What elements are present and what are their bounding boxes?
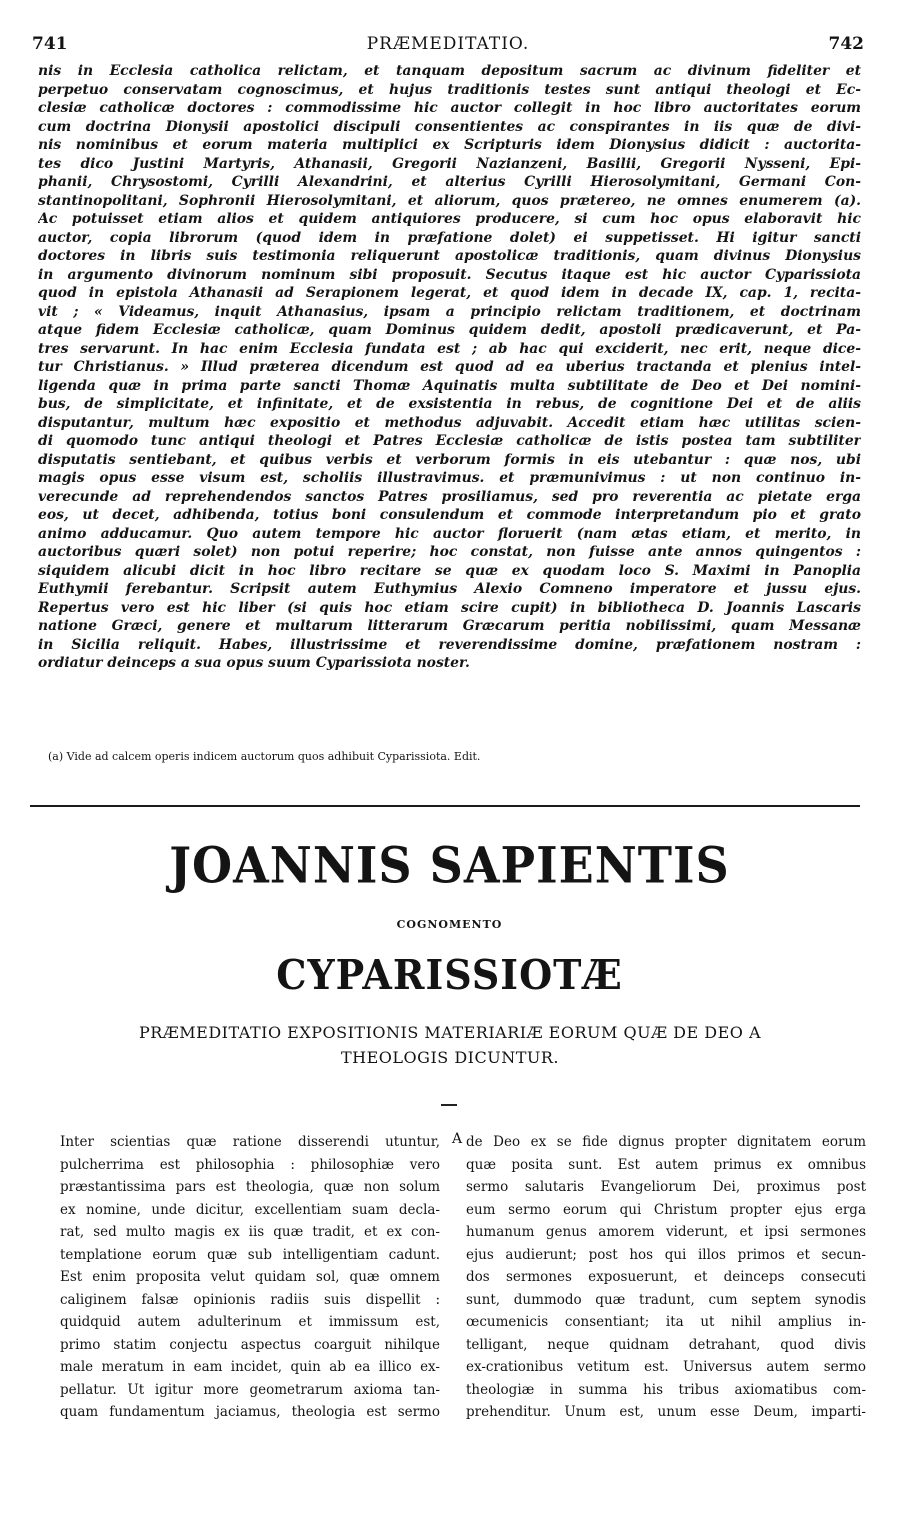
preface-text-block <box>38 62 861 673</box>
preface-line: eos, ut decet, adhibenda, totius boni consulendum et commode interpretandum pio et grato <box>38 507 861 523</box>
right-column-line: humanum genus amorem viderunt, et ipsi sermones <box>466 1224 866 1240</box>
preface-line: Repertus vero est hic liber (si quis hoc etiam scire cupit) in bibliotheca D. Joannis Lascaris <box>38 599 861 616</box>
right-column-line: prehenditur. Unum est, unum esse Deum, imparti- <box>466 1404 866 1420</box>
page-number-right: 742 <box>828 34 864 54</box>
preface-line: verecunde ad reprehendendos sanctos Patres prosiliamus, sed pro reverentia ac pietate erga <box>38 488 861 505</box>
preface-line: nis nominibus et eorum materia multiplici ex Scripturis idem Dionysius didicit : auctorita- <box>38 137 861 153</box>
preface-line: siquidem alicubi dicit in hoc libro recitare se quæ ex quodam loco S. Maximi in Panoplia <box>38 562 861 579</box>
left-column-line: ex nomine, unde dicitur, excellentiam suam decla- <box>60 1201 440 1218</box>
left-column-line: præstantissima pars est theologia, quæ non solum <box>60 1179 440 1195</box>
left-column-line: primo statim conjectu aspectus coarguit nihilque <box>60 1336 440 1353</box>
right-column-line: dos sermones exposuerunt, et deinceps consecuti <box>466 1269 866 1285</box>
preface-line: tes dico Justini Martyris, Athanasii, Gregorii Nazianzeni, Basilii, Gregorii Nysseni, Epi- <box>38 155 861 172</box>
left-column-line: templatione eorum quæ sub intelligentiam cadunt. <box>60 1246 440 1263</box>
left-column-line: caliginem falsæ opinionis radiis suis dispellit : <box>60 1291 440 1308</box>
work-title-line: THEOLOGIS DICUNTUR. <box>341 1048 559 1067</box>
preface-line: auctor, copia librorum (quod idem in præfatione dolet) ei suppetisset. Hi igitur sancti <box>38 229 861 246</box>
preface-line: clesiæ catholicæ doctores : commodissime hic auctor collegit in hoc libro auctoritates eorum <box>38 100 861 116</box>
title-dash <box>441 1104 457 1106</box>
right-column <box>466 1131 866 1424</box>
left-column-line: male meratum in eam incidet, quin ab ea illico ex- <box>60 1359 440 1375</box>
left-column <box>60 1131 440 1424</box>
running-title: PRÆMEDITATIO. <box>366 34 530 54</box>
left-column-line: rat, sed multo magis ex iis quæ tradit, et ex con- <box>60 1224 440 1240</box>
left-column-line: quam fundamentum jaciamus, theologia est sermo <box>60 1404 440 1420</box>
preface-line: in argumento divinorum nominum sibi proposuit. Secutus itaque est hic auctor Cyparissiota <box>38 266 861 283</box>
footnote: (a) Vide ad calcem operis indicem auctorum quos adhibuit Cyparissiota. Edit. <box>48 750 481 763</box>
page-number-left: 741 <box>32 34 68 54</box>
left-column-line: pulcherrima est philosophia : philosophiæ vero <box>60 1156 440 1173</box>
preface-line: nis in Ecclesia catholica relictam, et tanquam depositum sacrum ac divinum fideliter et <box>38 63 861 79</box>
preface-line: ligenda quæ in prima parte sancti Thomæ Aquinatis multa subtilitate de Deo et Dei nomini- <box>38 377 861 394</box>
left-column-line: Inter scientias quæ ratione disserendi utuntur, <box>60 1134 440 1150</box>
column-marker: A <box>452 1131 463 1147</box>
author-title: JOANNIS SAPIENTIS <box>169 835 730 895</box>
right-column-line: quæ posita sunt. Est autem primus ex omnibus <box>466 1156 866 1173</box>
left-column-line: quidquid autem adulterinum et immissum est, <box>60 1314 440 1330</box>
right-column-line: theologiæ in summa his tribus axiomatibus com- <box>466 1381 866 1398</box>
right-column-line: telligant, neque quidnam detrahant, quod divis <box>466 1336 866 1353</box>
left-column-line: Est enim proposita velut quidam sol, quæ omnem <box>60 1269 440 1285</box>
right-column-line: œcumenicis consentiant; ita ut nihil amplius in- <box>466 1314 866 1330</box>
preface-line: animo adducamur. Quo autem tempore hic auctor floruerit (nam ætas etiam, et merito, in <box>38 525 861 542</box>
preface-line: tres servarunt. In hac enim Ecclesia fundata est ; ab hac qui exciderit, nec erit, neque dice- <box>38 340 861 357</box>
preface-line: di quomodo tunc antiqui theologi et Patres Ecclesiæ catholicæ de istis postea tam subtiliter <box>38 433 861 449</box>
preface-line: stantinopolitani, Sophronii Hierosolymitani, et aliorum, quos prætereo, ne omnes enumerem (a). <box>38 192 861 209</box>
cognomento-label: COGNOMENTO <box>396 918 503 931</box>
preface-line: auctoribus quæri solet) non potui reperire; hoc constat, non fuisse ante annos quingentos : <box>38 544 861 560</box>
preface-line: tur Christianus. » Illud præterea dicendum est quod ad ea uberius tractanda et plenius intel- <box>38 359 861 375</box>
preface-line: disputantur, multum hæc expositio et methodus adjuvabit. Accedit etiam hæc utilitas scien- <box>38 414 861 431</box>
work-title <box>90 1020 810 1070</box>
preface-line: perpetuo conservatam cognoscimus, et hujus traditionis testes sunt antiqui theologi et Ec- <box>38 81 861 98</box>
preface-line: atque fidem Ecclesiæ catholicæ, quam Dominus quidem dedit, apostoli prædicaverunt, et Pa- <box>38 322 861 338</box>
preface-line: phanii, Chrysostomi, Cyrilli Alexandrini, et alterius Cyrilli Hierosolymitani, Germani Con- <box>38 174 861 190</box>
section-rule <box>30 805 860 807</box>
right-column-line: ex-crationibus vetitum est. Universus autem sermo <box>466 1359 866 1375</box>
surname-title: CYPARISSIOTÆ <box>276 950 623 999</box>
preface-line: magis opus esse visum est, scholiis illustravimus. et præmunivimus : ut non continuo in- <box>38 470 861 486</box>
preface-line: Euthymii ferebantur. Scripsit autem Euthymius Alexio Comneno imperatore et jussu ejus. <box>38 581 861 597</box>
running-head <box>32 34 864 58</box>
preface-line: natione Græci, genere et multarum litterarum Græcarum peritia nobilissimi, quam Messanæ <box>38 618 861 634</box>
preface-line: cum doctrina Dionysii apostolici discipuli consentientes ac conspirantes in iis quæ de divi- <box>38 118 861 135</box>
right-column-line: de Deo ex se fide dignus propter dignitatem eorum <box>466 1134 866 1150</box>
right-column-line: eum sermo eorum qui Christum propter ejus erga <box>466 1201 866 1218</box>
right-column-line: sunt, dummodo quæ tradunt, cum septem synodis <box>466 1291 866 1308</box>
preface-line: doctores in libris suis testimonia reliquerunt apostolicæ traditionis, quam divinus Dionysius <box>38 248 861 264</box>
preface-line: disputatis sentiebant, et quibus verbis et verborum formis in eis utebantur : quæ nos, ubi <box>38 451 861 468</box>
preface-line: bus, de simplicitate, et infinitate, et de exsistentia in rebus, de cognitione Dei et de aliis <box>38 396 861 412</box>
right-column-line: sermo salutaris Evangeliorum Dei, proximus post <box>466 1179 866 1195</box>
preface-line: quod in epistola Athanasii ad Serapionem legerat, et quod idem in decade IX, cap. 1, recita- <box>38 285 861 301</box>
work-title-line: PRÆMEDITATIO EXPOSITIONIS MATERIARIÆ EORUM QUÆ DE DEO A <box>138 1023 762 1042</box>
preface-line: ordiatur deinceps a sua opus suum Cyparissiota noster. <box>38 655 470 671</box>
preface-line: Ac potuisset etiam alios et quidem antiquiores producere, si cum hoc opus elaboravit hic <box>38 211 861 227</box>
right-column-line: ejus audierunt; post hos qui illos primos et secun- <box>466 1246 866 1263</box>
preface-line: vit ; « Videamus, inquit Athanasius, ipsam a principio relictam traditionem, et doctrinam <box>38 303 861 320</box>
preface-line: in Sicilia reliquit. Habes, illustrissime et reverendissime domine, præfationem nostram : <box>38 636 861 653</box>
left-column-line: pellatur. Ut igitur more geometrarum axioma tan- <box>60 1381 440 1398</box>
